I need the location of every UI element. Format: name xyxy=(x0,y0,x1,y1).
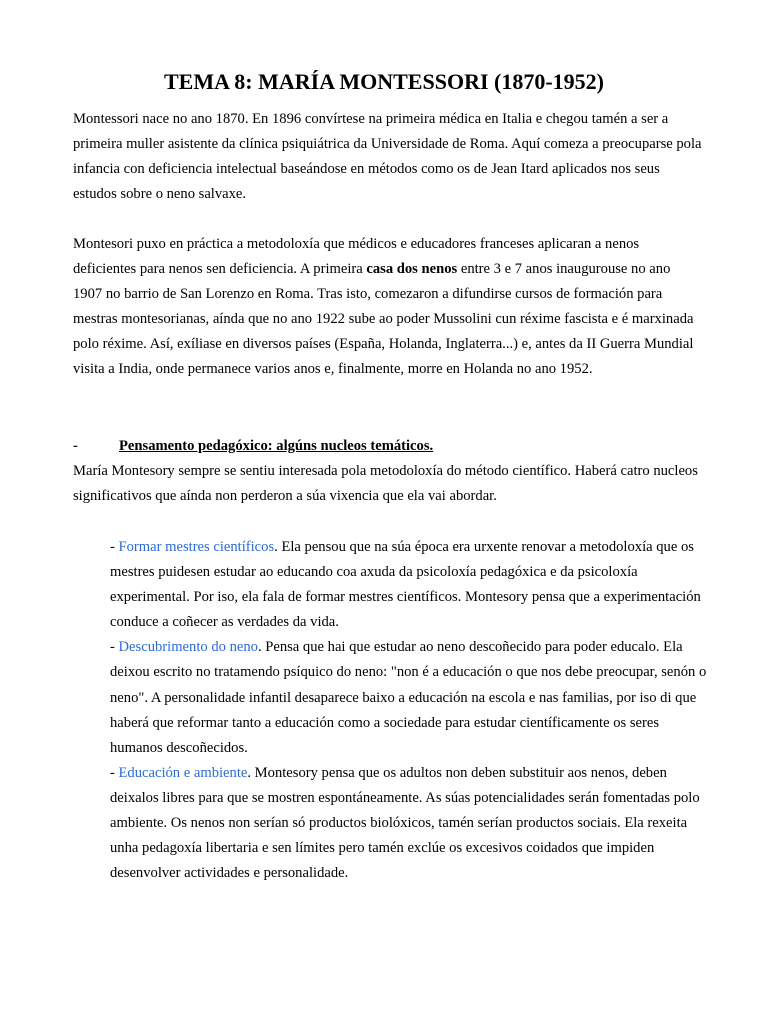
list-item-text: . Montesory pensa que os adultos non deben substituir aos nenos, deben deixalos libres para que se mostren espontáneamente. As súas potencialidades serán fomentadas polo ambiente. Os nenos non serían só productos biolóxicos, tamén serían productos sociais. Ela rexeita unha pedagoxía libertaria e sen límites pero tamén exclúe os excesivos coidados que impiden desenvolver actividades e personalidade. xyxy=(110,764,700,882)
list-item xyxy=(110,635,710,760)
thematic-list xyxy=(110,535,710,886)
list-item-prefix: - xyxy=(110,539,119,555)
section-intro: María Montesory sempre se sentiu interesada pola metodoloxía do método científico. Haberá catro nucleos significativos que aínda non perderon a súa vixencia que ela vai abordar. xyxy=(73,463,698,505)
descubrimento-neno-link[interactable]: Descubrimento do neno xyxy=(118,639,258,656)
section-dash: - xyxy=(73,438,78,454)
paragraph-history xyxy=(73,232,703,383)
paragraph-history-text-1: Montesori puxo en práctica a metodoloxía que médicos e educadores franceses aplicaran a nenos deficientes para nenos sen deficiencia. A primeira xyxy=(73,236,640,278)
casa-dos-nenos-bold: casa dos nenos xyxy=(366,261,458,278)
section-heading-text: Pensamento pedagóxico: algúns nucleos temáticos. xyxy=(119,438,434,454)
list-item-prefix: - xyxy=(110,639,119,656)
page-title: TEMA 8: MARÍA MONTESSORI (1870-1952) xyxy=(163,69,604,94)
formar-mestres-link[interactable]: Formar mestres científicos xyxy=(118,539,275,555)
list-item xyxy=(110,761,710,886)
list-item-text: . Ela pensou que na súa época era urxente renovar a metodoloxía que os mestres puidesen estudar ao educando coa axuda da psicoloxía pedagóxica e da psicoloxía experimental. Por iso, ela fala de formar mestres científicos. Montesory pensa que a experimentación conduce a coñecer as verdades da vida. xyxy=(110,539,701,631)
list-item-prefix: - xyxy=(110,764,119,781)
section-heading xyxy=(73,434,703,459)
paragraph-history-text-2: entre 3 e 7 anos inaugurouse no ano 1907 no barrio de San Lorenzo en Roma. Tras isto, comezaron a difundirse cursos de formación para mestras montesorianas, aínda que no ano 1922 sube ao poder Mussolini cun réxime fascista e é marxinada polo réxime. Así, exíliase en diversos países (España, Holanda, Inglaterra...) e, antes da II Guerra Mundial visita a India, onde permanece varios anos e, finalmente, morre en Holanda no ano 1952. xyxy=(73,261,694,378)
list-item xyxy=(110,535,710,635)
paragraph-intro: Montessori nace no ano 1870. En 1896 convírtese na primeira médica en Italia e chegou tamén a ser a primeira muller asistente da clínica psiquiátrica da Universidade de Roma. Aquí comeza a preocuparse pola infancia con deficiencia intelectual baseándose en métodos como os de Jean Itard aplicados nos seus estudos sobre o neno salvaxe. xyxy=(73,111,702,203)
educacion-ambiente-link[interactable]: Educación e ambiente xyxy=(118,764,248,781)
list-item-text: . Pensa que hai que estudar ao neno descoñecido para poder educalo. Ela deixou escrito no tratamendo psíquico do neno: "non é a educación o que nos debe preocupar, senón o neno". A personalidade infantil desaparece baixo a educación na escola e nas familias, por iso di que haberá que reformar tanto a educación como a sociedade para estudar científicamente os seres humanos descoñecidos. xyxy=(110,639,707,756)
